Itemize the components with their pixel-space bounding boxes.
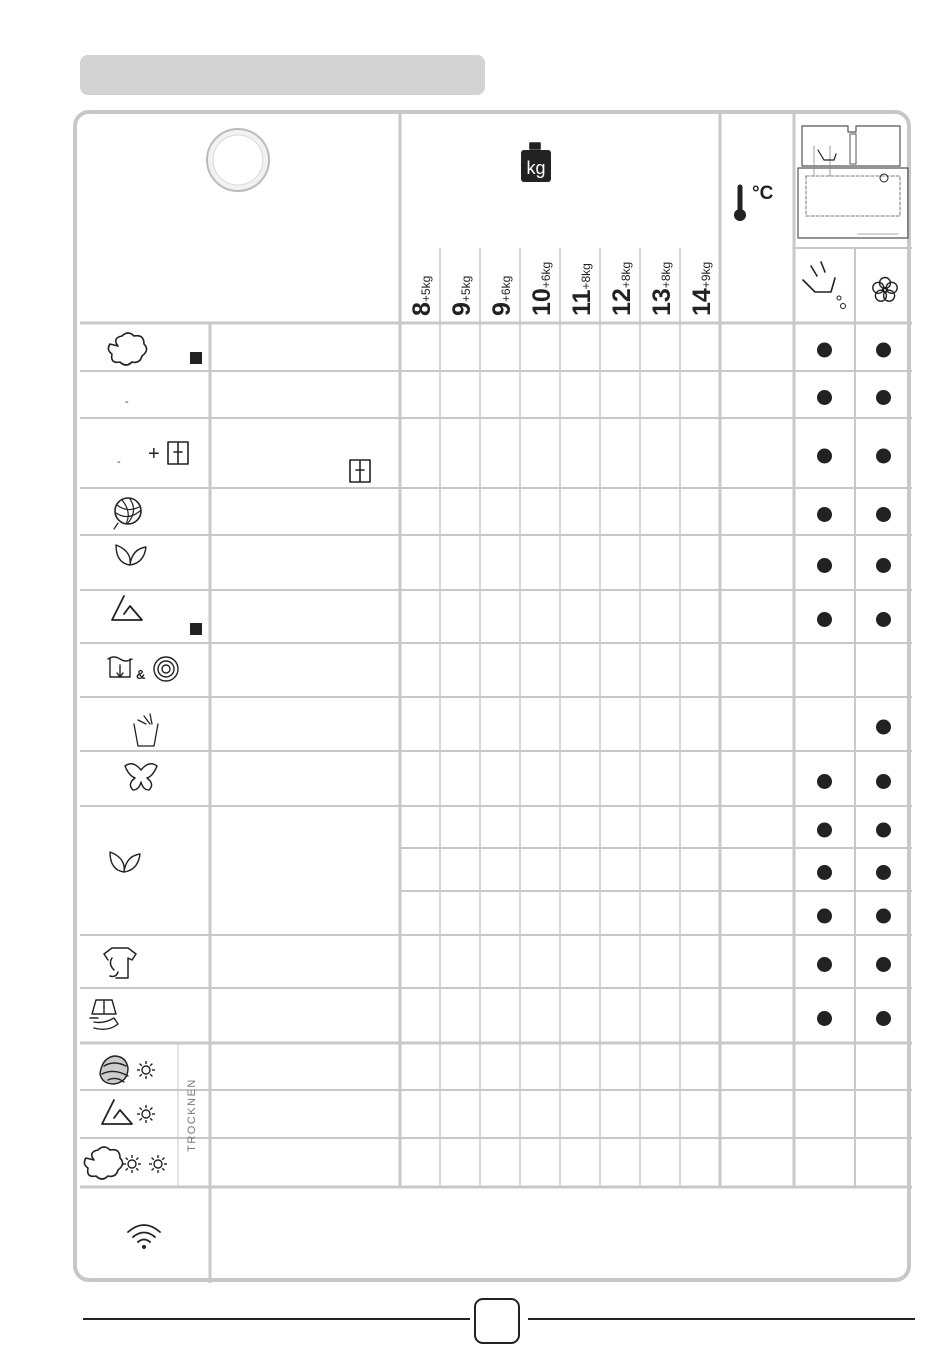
capacity-main: 9	[448, 302, 476, 316]
ampersand: &	[136, 667, 146, 682]
synthetic-marker	[190, 623, 202, 635]
capacity-main: 9	[488, 302, 516, 316]
capacity-extra: +9	[699, 274, 713, 289]
eco-leaf-icon-2	[110, 852, 140, 872]
wifi-icon	[128, 1225, 160, 1249]
svg-text:kg: kg	[526, 158, 546, 178]
shirt-icon	[104, 948, 136, 978]
softener-dot-5	[876, 612, 891, 627]
wardrobe-desc-icon	[350, 460, 370, 482]
capacity-unit: kg	[699, 261, 713, 275]
capacity-unit: kg	[419, 275, 433, 289]
temperature-label: °C	[752, 183, 774, 204]
capacity-extra: +5	[419, 288, 433, 303]
softener-dot-0	[876, 343, 891, 358]
capacity-main: 12	[608, 288, 636, 316]
capacity-unit: kg	[579, 263, 593, 276]
detergent-icon	[803, 262, 846, 309]
capacity-main: 10	[528, 288, 556, 316]
capacity-unit: kg	[659, 261, 673, 275]
delicate-icon	[125, 764, 157, 790]
detergent-dot-0	[817, 343, 832, 358]
rinse-spin-icon	[108, 657, 132, 677]
softener-flower-icon	[873, 278, 897, 302]
softener-dot-10	[876, 865, 891, 880]
detergent-dot-2	[817, 449, 832, 464]
capacity-extra: +6	[499, 288, 513, 303]
softener-dot-1	[876, 390, 891, 405]
capacity-extra: +6	[539, 274, 553, 289]
capacity-unit: kg	[499, 275, 513, 289]
detergent-dot-3	[817, 507, 832, 522]
weight-icon	[521, 143, 551, 182]
wool-dry-icon	[100, 1056, 155, 1084]
capacity-unit: kg	[539, 261, 553, 275]
capacity-main: 14	[688, 288, 716, 316]
softener-dot-7	[876, 720, 891, 735]
softener-dot-2	[876, 449, 891, 464]
softener-dot-11	[876, 909, 891, 924]
footer-rule-right	[528, 1318, 915, 1320]
wardrobe-icon	[168, 442, 188, 464]
detergent-dot-8	[817, 774, 832, 789]
eco-leaf-icon	[116, 545, 146, 565]
row-2-dash: -	[125, 396, 129, 408]
softener-dot-13	[876, 1011, 891, 1026]
program-knob-icon	[207, 129, 269, 191]
detergent-dot-1	[817, 390, 832, 405]
capacity-label-1	[402, 246, 442, 316]
row-3-dash: -	[117, 456, 121, 468]
detergent-dot-12	[817, 957, 832, 972]
page-number-box	[474, 1298, 520, 1344]
capacity-label-6	[602, 246, 642, 316]
capacity-main: 13	[648, 288, 676, 316]
detergent-dot-10	[817, 865, 832, 880]
detergent-dot-11	[817, 909, 832, 924]
capacity-extra: +5	[459, 288, 473, 303]
thermometer-icon	[734, 187, 746, 221]
synthetic-dry-icon	[102, 1100, 155, 1124]
plus-sign: +	[148, 443, 160, 465]
cotton-dry-icon	[84, 1147, 167, 1179]
capacity-main: 8	[408, 302, 436, 316]
spin-icon	[154, 657, 178, 681]
dispenser-drawer-icon	[798, 126, 908, 238]
capacity-label-7	[642, 246, 682, 316]
capacity-main: 11	[568, 289, 596, 316]
footer-rule-left	[83, 1318, 470, 1320]
capacity-extra: +8	[619, 274, 633, 289]
softener-dot-12	[876, 957, 891, 972]
detergent-dot-4	[817, 558, 832, 573]
capacity-label-3	[482, 246, 522, 316]
capacity-label-5	[562, 246, 602, 316]
capacity-label-4	[522, 246, 562, 316]
refresh-icon	[134, 714, 158, 746]
softener-dot-9	[876, 823, 891, 838]
detergent-dot-5	[817, 612, 832, 627]
softener-dot-3	[876, 507, 891, 522]
capacity-unit: kg	[459, 275, 473, 289]
intensive-marker	[190, 352, 202, 364]
synthetic-icon	[112, 596, 142, 620]
hand-wash-icon	[90, 1000, 118, 1029]
capacity-extra: +8	[579, 275, 593, 290]
cotton-icon	[108, 333, 146, 365]
softener-dot-4	[876, 558, 891, 573]
capacity-label-8	[682, 246, 722, 316]
capacity-extra: +8	[659, 274, 673, 289]
detergent-dot-13	[817, 1011, 832, 1026]
capacity-unit: kg	[619, 261, 633, 275]
detergent-dot-9	[817, 823, 832, 838]
wool-icon	[114, 498, 141, 529]
capacity-label-2	[442, 246, 482, 316]
softener-dot-8	[876, 774, 891, 789]
dryer-group-label: TROCKNEN	[186, 1078, 199, 1152]
